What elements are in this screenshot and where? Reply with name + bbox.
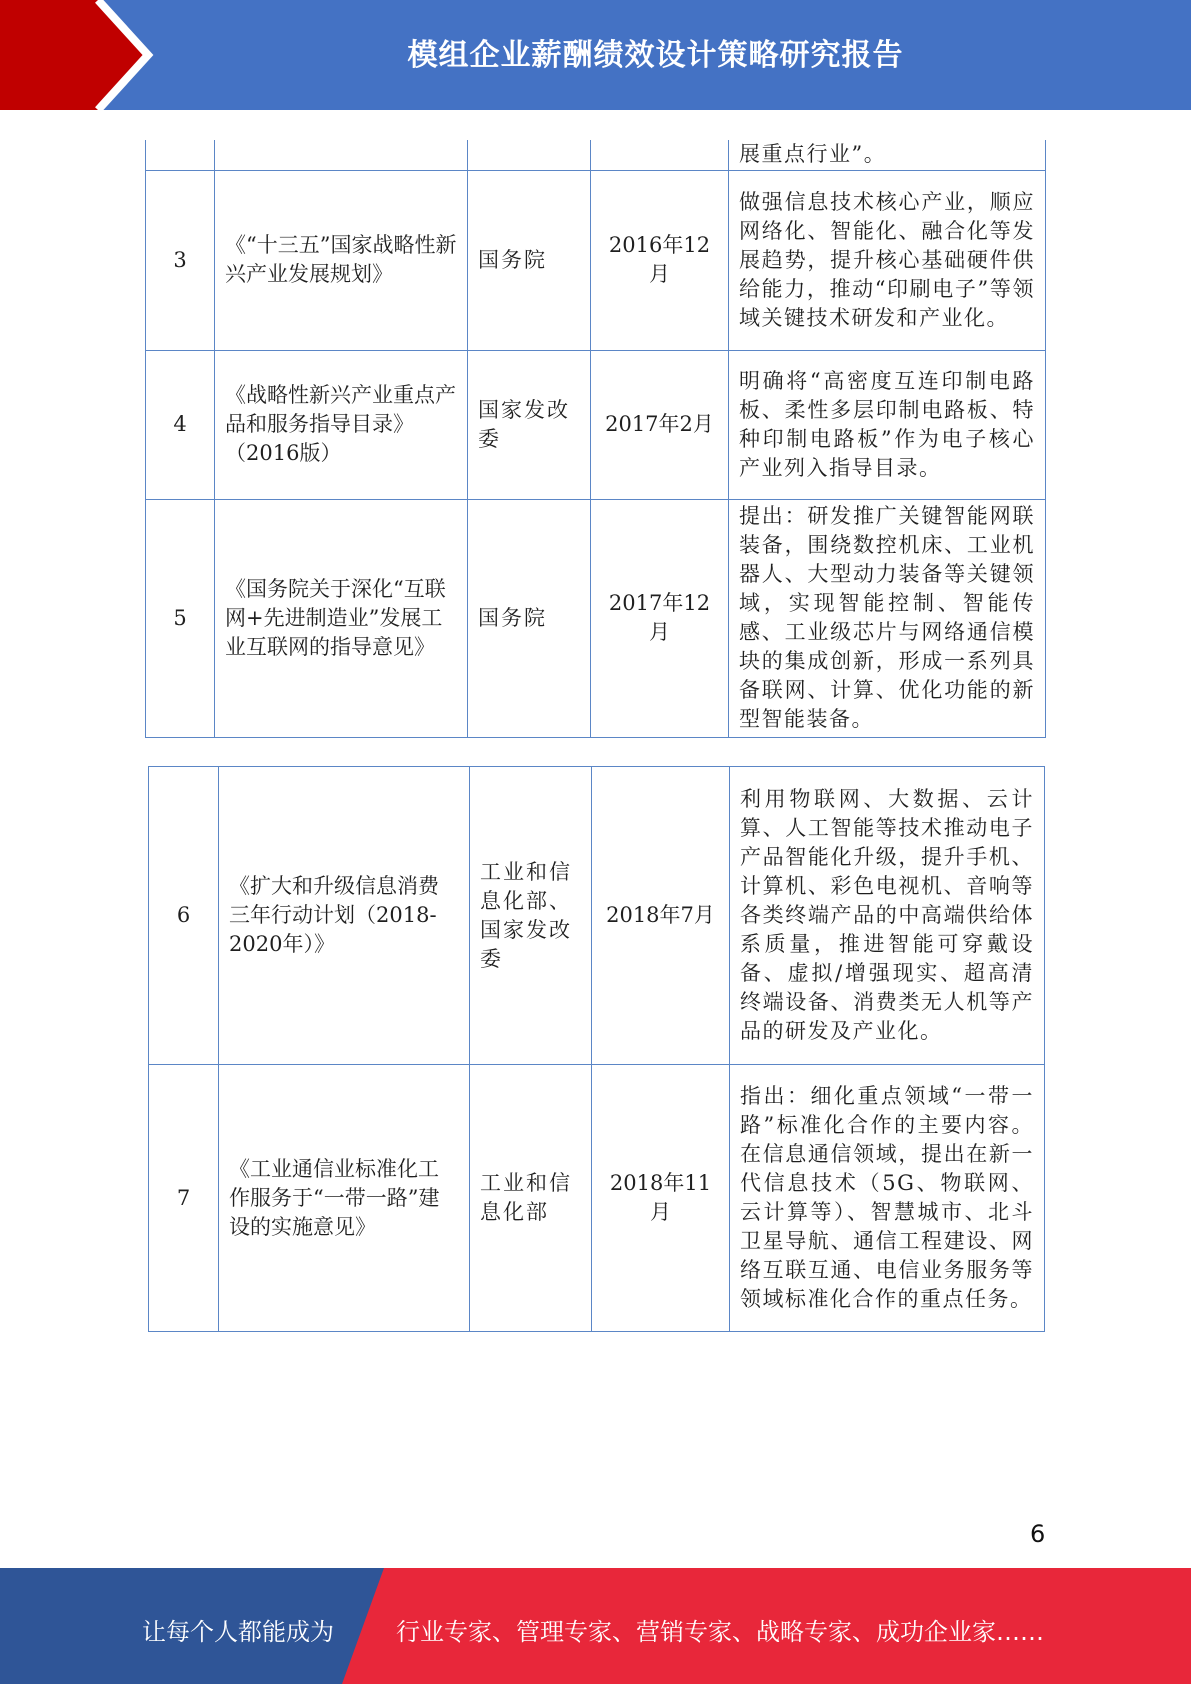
cell-date: 2018年7月 xyxy=(592,767,730,1065)
cell-date: 2017年12月 xyxy=(591,499,729,737)
cell-name: 《“十三五”国家战略性新兴产业发展规划》 xyxy=(215,170,468,350)
table-row xyxy=(146,350,1046,499)
footer-slogan-right: 行业专家、管理专家、营销专家、战略专家、成功企业家…… xyxy=(396,1618,1044,1646)
cell-no: 4 xyxy=(146,350,215,499)
table-row xyxy=(149,1065,1045,1332)
cell-issuer: 国务院 xyxy=(468,170,591,350)
cell-content: 提出：研发推广关键智能网联装备，围绕数控机床、工业机器人、大型动力装备等关键领域，实现智能控制、智能传感、工业级芯片与网络通信模块的集成创新，形成一系列具备联网、计算、优化功能的新型智能装备。 xyxy=(729,499,1046,737)
page-title: 模组企业薪酬绩效设计策略研究报告 xyxy=(407,38,904,73)
cell-no xyxy=(146,140,215,170)
cell-issuer: 工业和信息化部 xyxy=(470,1065,592,1332)
cell-name: 《工业通信业标准化工作服务于“一带一路”建设的实施意见》 xyxy=(219,1065,470,1332)
cell-no: 6 xyxy=(149,767,219,1065)
cell-content: 利用物联网、大数据、云计算、人工智能等技术推动电子产品智能化升级，提升手机、计算机、彩色电视机、音响等各类终端产品的中高端供给体系质量，推进智能可穿戴设备、虚拟/增强现实、超高清终端设备、消费类无人机等产品的研发及产业化。 xyxy=(730,767,1045,1065)
footer-slogan-left: 让每个人都能成为 xyxy=(142,1618,334,1646)
cell-date: 2017年2月 xyxy=(591,350,729,499)
cell-content: 做强信息技术核心产业，顺应网络化、智能化、融合化等发展趋势，提升核心基础硬件供给能力，推动“印刷电子”等领域关键技术研发和产业化。 xyxy=(729,170,1046,350)
cell-content: 指出：细化重点领域“一带一路”标准化合作的主要内容。在信息通信领域，提出在新一代信息技术（5G、物联网、云计算等）、智慧城市、北斗卫星导航、通信工程建设、网络互联互通、电信业务服务等领域标准化合作的重点任务。 xyxy=(730,1065,1045,1332)
cell-content: 展重点行业”。 xyxy=(729,140,1046,170)
policy-table-top xyxy=(145,140,1046,738)
cell-name xyxy=(215,140,468,170)
cell-issuer: 国家发改委 xyxy=(468,350,591,499)
cell-date: 2018年11月 xyxy=(592,1065,730,1332)
cell-name: 《战略性新兴产业重点产品和服务指导目录》（2016版） xyxy=(215,350,468,499)
cell-no: 7 xyxy=(149,1065,219,1332)
cell-no: 3 xyxy=(146,170,215,350)
page-header xyxy=(0,0,1191,110)
table-row xyxy=(149,767,1045,1065)
table-row-continuation xyxy=(146,140,1046,170)
policy-table-bottom xyxy=(148,766,1045,1332)
cell-no: 5 xyxy=(146,499,215,737)
page-footer xyxy=(0,1568,1191,1684)
cell-date xyxy=(591,140,729,170)
cell-issuer xyxy=(468,140,591,170)
cell-content: 明确将“高密度互连印制电路板、柔性多层印制电路板、特种印制电路板”作为电子核心产业列入指导目录。 xyxy=(729,350,1046,499)
cell-issuer: 工业和信息化部、国家发改委 xyxy=(470,767,592,1065)
page-number: 6 xyxy=(1030,1520,1046,1548)
table-row xyxy=(146,499,1046,737)
cell-date: 2016年12月 xyxy=(591,170,729,350)
cell-name: 《扩大和升级信息消费三年行动计划（2018-2020年）》 xyxy=(219,767,470,1065)
cell-name: 《国务院关于深化“互联网+先进制造业”发展工业互联网的指导意见》 xyxy=(215,499,468,737)
cell-issuer: 国务院 xyxy=(468,499,591,737)
table-row xyxy=(146,170,1046,350)
